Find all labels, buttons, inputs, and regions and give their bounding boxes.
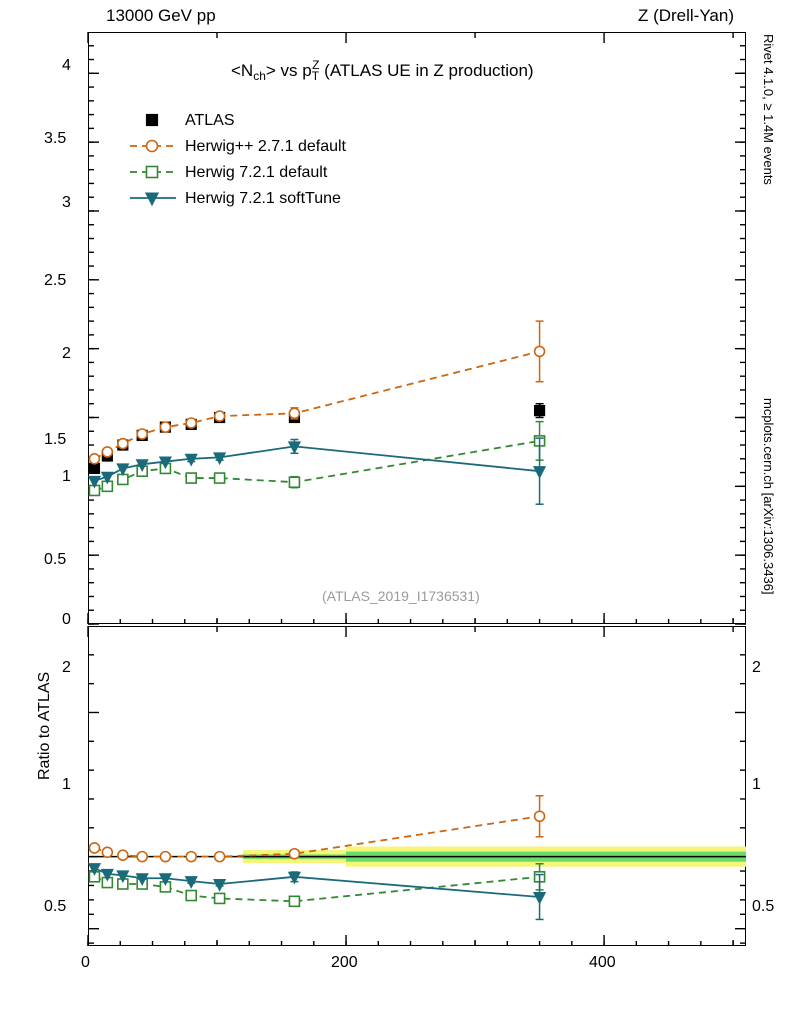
main-ytick-1: 1 xyxy=(62,468,71,485)
data-marker xyxy=(215,893,225,903)
data-marker xyxy=(118,439,128,449)
data-marker xyxy=(160,852,170,862)
right-annotation-middle: mcplots.cern.ch [arXiv:1306.3436] xyxy=(761,398,776,595)
data-marker xyxy=(289,849,299,859)
ratio-ytick-2-left: 2 xyxy=(62,659,71,676)
ratio-ytick-1-left: 1 xyxy=(62,776,71,793)
main-ytick-3.5: 3.5 xyxy=(44,130,67,147)
data-marker xyxy=(535,346,545,356)
dataset-watermark: (ATLAS_2019_I1736531) xyxy=(322,588,480,604)
series-line xyxy=(94,351,539,458)
main-ytick-4: 4 xyxy=(62,57,71,74)
main-ytick-2: 2 xyxy=(62,345,71,362)
data-marker xyxy=(534,467,545,478)
ratio-ytick-2-right: 2 xyxy=(752,659,761,676)
data-marker xyxy=(289,896,299,906)
header-right: Z (Drell-Yan) xyxy=(637,6,734,25)
main-ytick-1.5: 1.5 xyxy=(44,431,67,448)
legend xyxy=(130,115,176,205)
data-marker xyxy=(102,847,112,857)
data-marker xyxy=(147,141,158,152)
data-marker xyxy=(137,852,147,862)
main-ytick-0: 0 xyxy=(62,611,71,628)
data-marker xyxy=(186,852,196,862)
data-marker xyxy=(118,850,128,860)
data-marker xyxy=(186,418,196,428)
xtick-200: 200 xyxy=(331,954,358,971)
data-marker xyxy=(160,422,170,432)
series-1 xyxy=(89,321,544,862)
data-marker xyxy=(117,464,128,475)
legend-label-3: Herwig 7.2.1 softTune xyxy=(185,190,341,207)
series-2 xyxy=(89,422,544,907)
ratio-ytick-0.5-left: 0.5 xyxy=(44,898,67,915)
data-marker xyxy=(89,463,99,473)
data-marker xyxy=(89,454,99,464)
data-marker xyxy=(147,115,158,126)
xtick-0: 0 xyxy=(81,954,90,971)
data-marker xyxy=(535,406,545,416)
data-marker xyxy=(535,811,545,821)
main-ytick-0.5: 0.5 xyxy=(44,551,67,568)
data-marker xyxy=(147,167,158,178)
data-marker xyxy=(89,843,99,853)
data-marker xyxy=(137,429,147,439)
data-marker xyxy=(215,852,225,862)
data-marker xyxy=(186,891,196,901)
data-marker xyxy=(214,880,225,891)
main-ytick-3: 3 xyxy=(62,194,71,211)
data-marker xyxy=(534,893,545,904)
legend-label-1: Herwig++ 2.7.1 default xyxy=(185,138,346,155)
plot-title: $<N_{ch}>$ vs $p_T^Z$ (ATLAS UE in Z production) xyxy=(231,58,534,83)
data-marker xyxy=(289,408,299,418)
data-marker xyxy=(215,473,225,483)
data-marker xyxy=(215,411,225,421)
data-marker xyxy=(186,473,196,483)
ratio-ytick-1-right: 1 xyxy=(752,776,761,793)
right-annotation-top: Rivet 4.1.0, ≥ 1.4M events xyxy=(761,34,776,185)
data-marker xyxy=(102,447,112,457)
ratio-ylabel: Ratio to ATLAS xyxy=(36,671,53,780)
header-left: 13000 GeV pp xyxy=(106,6,216,25)
legend-label-0: ATLAS xyxy=(185,112,235,129)
data-marker xyxy=(289,477,299,487)
main-ytick-2.5: 2.5 xyxy=(44,272,67,289)
legend-label-2: Herwig 7.2.1 default xyxy=(185,164,328,181)
xtick-400: 400 xyxy=(589,954,616,971)
ratio-ytick-0.5-right: 0.5 xyxy=(752,898,775,915)
data-marker xyxy=(146,193,158,205)
